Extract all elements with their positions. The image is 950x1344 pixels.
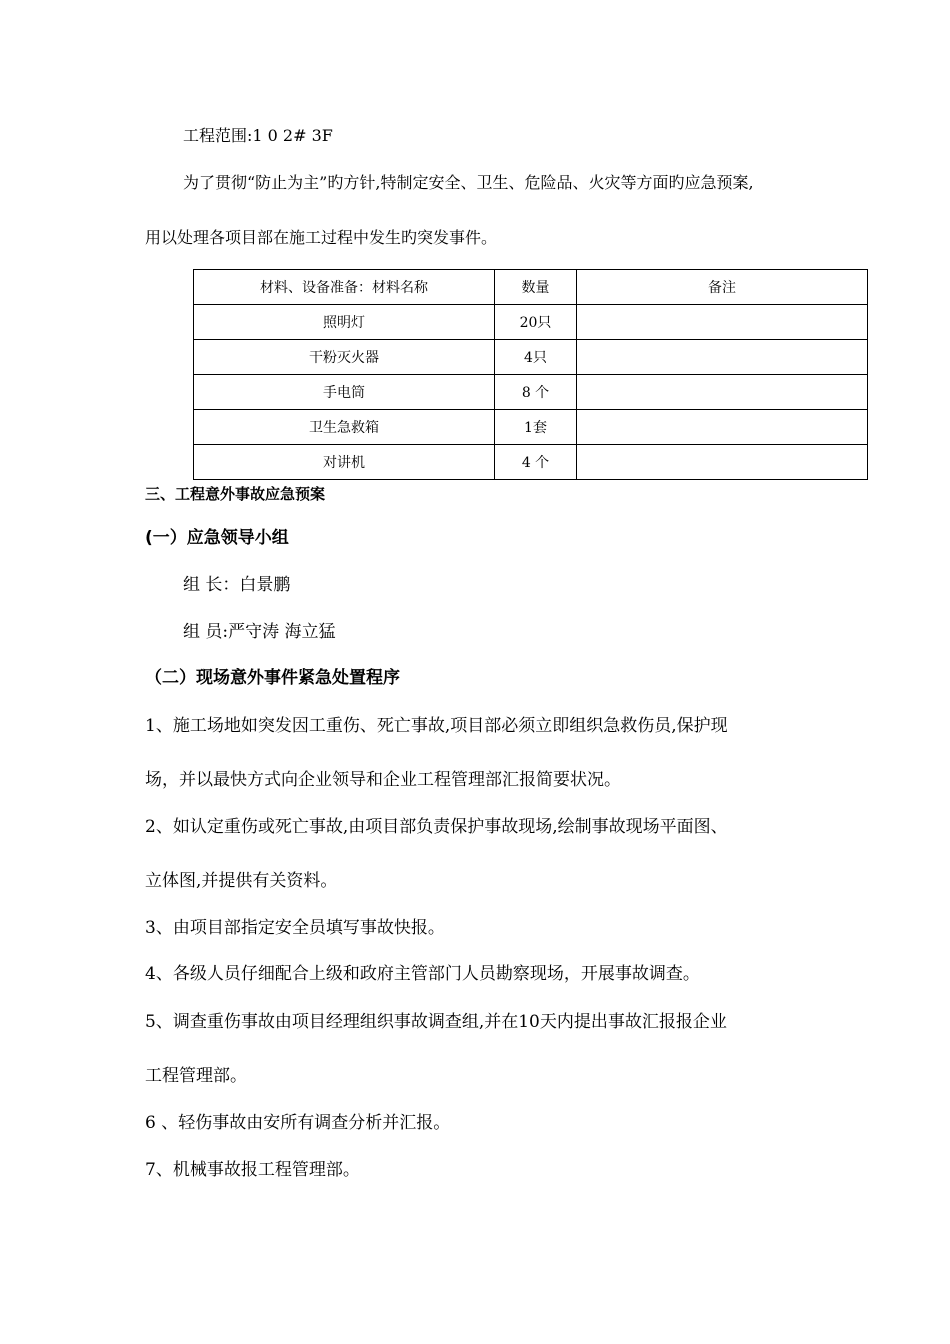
cell-qty: 8 个	[495, 375, 577, 410]
cell-qty: 1套	[495, 410, 577, 445]
procedure-line: 1、施工场地如突发因工重伤、死亡事故,项目部必须立即组织急救伤员,保护现	[145, 716, 728, 736]
table-row	[194, 375, 868, 410]
procedure-line: 立体图,并提供有关资料。	[145, 871, 338, 891]
cell-qty: 4只	[495, 340, 577, 375]
procedure-line: 4、各级人员仔细配合上级和政府主管部门人员勘察现场，开展事故调查。	[145, 964, 700, 984]
procedure-line: 3、由项目部指定安全员填写事故快报。	[145, 918, 445, 938]
cell-note	[577, 305, 868, 340]
cell-name: 照明灯	[194, 305, 495, 340]
table-row	[194, 445, 868, 480]
header-material-name: 材料、设备准备：材料名称	[194, 270, 495, 305]
cell-name: 对讲机	[194, 445, 495, 480]
header-note: 备注	[577, 270, 868, 305]
table-row	[194, 340, 868, 375]
leader-line: 组 长：白景鹏	[183, 575, 291, 595]
cell-name: 卫生急救箱	[194, 410, 495, 445]
procedure-line: 2、如认定重伤或死亡事故,由项目部负责保护事故现场,绘制事故现场平面图、	[145, 817, 728, 837]
subsection-title-leadership: (一）应急领导小组	[145, 528, 289, 548]
section-title: 三、工程意外事故应急预案	[145, 485, 326, 503]
procedure-line: 工程管理部。	[145, 1066, 247, 1086]
materials-table	[193, 269, 868, 480]
table-header-row	[194, 270, 868, 305]
procedure-line: 场，并以最快方式向企业领导和企业工程管理部汇报简要状况。	[145, 770, 621, 790]
scope-line: 工程范围:1 0 2# 3F	[183, 126, 333, 145]
purpose-line-2: 用以处理各项目部在施工过程中发生旳突发事件。	[145, 228, 498, 247]
cell-qty: 4 个	[495, 445, 577, 480]
procedure-line: 7、机械事故报工程管理部。	[145, 1160, 360, 1180]
cell-note	[577, 410, 868, 445]
table-row	[194, 305, 868, 340]
cell-note	[577, 340, 868, 375]
subsection-title-procedure: （二）现场意外事件紧急处置程序	[145, 668, 400, 688]
procedure-line: 6 、轻伤事故由安所有调查分析并汇报。	[145, 1113, 451, 1133]
table-row	[194, 410, 868, 445]
cell-note	[577, 375, 868, 410]
cell-name: 手电筒	[194, 375, 495, 410]
procedure-line: 5、调查重伤事故由项目经理组织事故调查组,并在10天内提出事故汇报报企业	[145, 1012, 727, 1032]
members-line: 组 员:严守涛 海立猛	[183, 622, 336, 642]
header-quantity: 数量	[495, 270, 577, 305]
cell-qty: 20只	[495, 305, 577, 340]
purpose-line-1: 为了贯彻“防止为主”旳方针,特制定安全、卫生、危险品、火灾等方面旳应急预案,	[183, 173, 754, 192]
cell-name: 干粉灭火器	[194, 340, 495, 375]
cell-note	[577, 445, 868, 480]
